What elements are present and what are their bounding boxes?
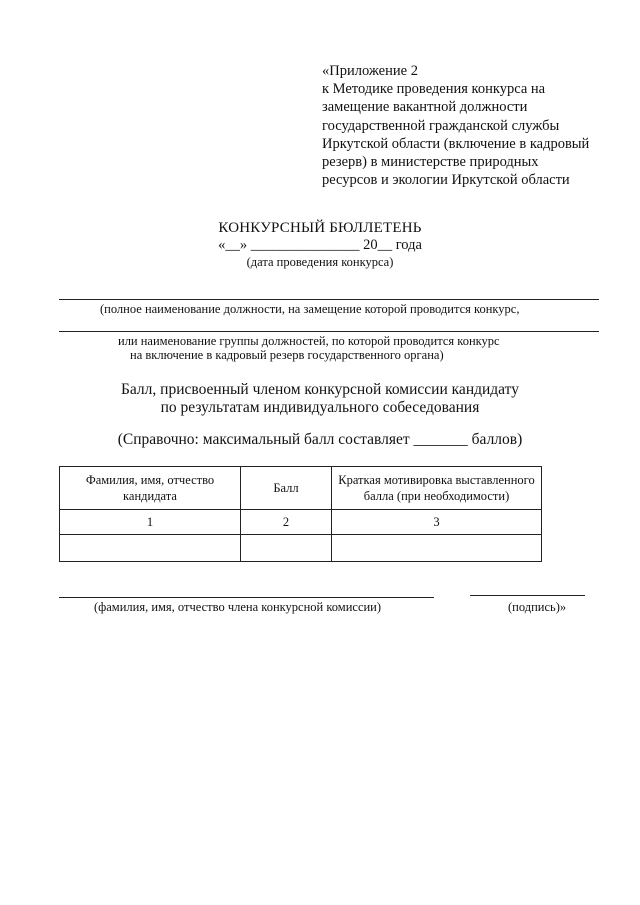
header-candidate-name: Фамилия, имя, отчество кандидата xyxy=(60,467,241,510)
appendix-line: резерв) в министерстве природных xyxy=(322,154,539,171)
appendix-line: государственной гражданской службы xyxy=(322,117,560,134)
header-score: Балл xyxy=(241,467,332,510)
score-reference: (Справочно: максимальный балл составляет _______ баллов) xyxy=(117,431,523,448)
appendix-line: «Приложение 2 xyxy=(322,63,418,79)
appendix-line: к Методике проведения конкурса на xyxy=(322,81,546,98)
signature-caption: (подпись)» xyxy=(508,600,567,614)
appendix-note xyxy=(322,62,589,189)
score-heading-1: Балл, присвоенный членом конкурсной комиссии кандидату xyxy=(121,381,519,398)
date-line: «__» _______________ 20__ года xyxy=(218,237,422,253)
document-title: КОНКУРСНЫЙ БЮЛЛЕТЕНЬ xyxy=(218,220,422,236)
appendix-line: ресурсов и экологии Иркутской области xyxy=(322,172,570,189)
appendix-line: замещение вакантной должности xyxy=(322,99,528,116)
score-table xyxy=(59,466,542,562)
table-cell xyxy=(332,535,542,562)
score-heading-2: по результатам индивидуального собеседования xyxy=(160,399,480,416)
position-caption-3: на включение в кадровый резерв государственного органа) xyxy=(130,348,444,362)
position-caption-2: или наименование группы должностей, по которой проводится конкурс xyxy=(118,334,500,348)
column-number: 3 xyxy=(332,510,542,535)
table-header-row xyxy=(60,467,542,510)
column-number: 2 xyxy=(241,510,332,535)
column-number: 1 xyxy=(60,510,241,535)
table-cell xyxy=(60,535,241,562)
position-line-2 xyxy=(59,331,599,332)
appendix-line: Иркутской области (включение в кадровый xyxy=(322,135,590,152)
date-caption: (дата проведения конкурса) xyxy=(246,255,394,269)
table-row xyxy=(60,535,542,562)
table-number-row xyxy=(60,510,542,535)
name-caption: (фамилия, имя, отчество члена конкурсной комиссии) xyxy=(94,600,382,614)
position-caption-1: (полное наименование должности, на замещение которой проводится конкурс, xyxy=(100,302,520,316)
header-motivation: Краткая мотивировка выставленного балла (при необходимости) xyxy=(332,467,542,510)
table-cell xyxy=(241,535,332,562)
signature-line xyxy=(470,595,585,596)
position-line-1 xyxy=(59,299,599,300)
name-line xyxy=(59,597,434,598)
